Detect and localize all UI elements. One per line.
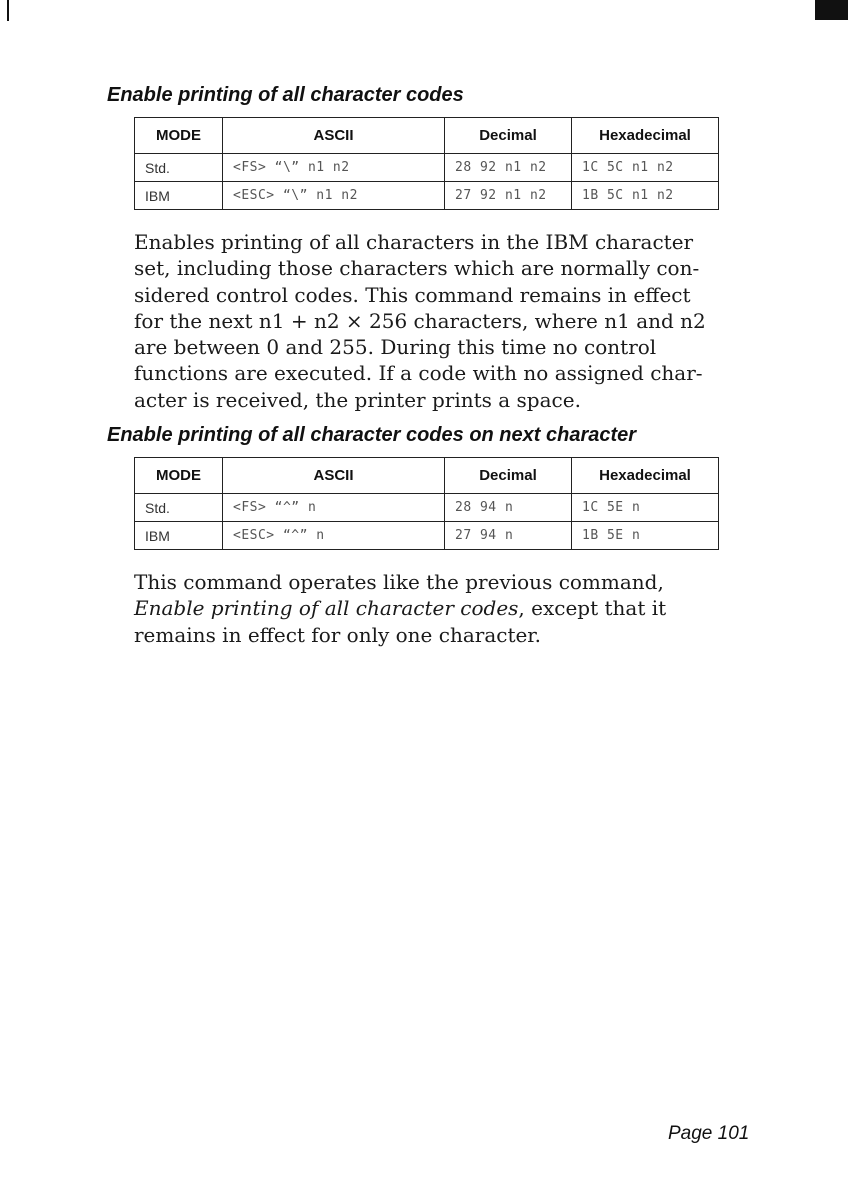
text-line: sidered control codes. This command remains in effect <box>134 282 691 307</box>
command-table-next-char <box>134 457 719 550</box>
command-table-all-codes <box>134 117 719 210</box>
command-reference: Enable printing of all character codes <box>134 596 519 621</box>
cell-hex: 1C 5C n1 n2 <box>572 154 719 182</box>
description-enable-all-codes <box>134 229 744 413</box>
corner-tab-mark <box>815 0 848 20</box>
description-enable-next-char <box>134 569 744 648</box>
cell-mode: IBM <box>135 182 223 210</box>
cell-decimal: 27 94 n <box>445 522 572 550</box>
cell-hex: 1B 5C n1 n2 <box>572 182 719 210</box>
table-header-row <box>135 458 719 494</box>
header-decimal: Decimal <box>445 458 572 494</box>
header-ascii: ASCII <box>223 118 445 154</box>
section-heading-enable-next-char: Enable printing of all character codes on next character <box>107 424 637 446</box>
cell-mode: Std. <box>135 494 223 522</box>
text-line: for the next n1 + n2 × 256 characters, where n1 and n2 <box>134 308 706 333</box>
cell-decimal: 28 94 n <box>445 494 572 522</box>
cell-decimal: 27 92 n1 n2 <box>445 182 572 210</box>
cell-ascii: <FS> “^” n <box>223 494 445 522</box>
cell-ascii: <ESC> “^” n <box>223 522 445 550</box>
scan-edge-mark <box>7 0 9 21</box>
text-line: set, including those characters which are normally con- <box>134 256 700 281</box>
table-header-row <box>135 118 719 154</box>
header-ascii: ASCII <box>223 458 445 494</box>
table-row <box>135 154 719 182</box>
text-line: functions are executed. If a code with no assigned char- <box>134 361 703 386</box>
text-line: Enables printing of all characters in the IBM character <box>134 230 694 254</box>
cell-hex: 1B 5E n <box>572 522 719 550</box>
text-fragment: , except that it <box>518 596 667 621</box>
header-hexadecimal: Hexadecimal <box>572 458 719 494</box>
text-line: are between 0 and 255. During this time no control <box>134 335 657 360</box>
table-row <box>135 522 719 550</box>
cell-hex: 1C 5E n <box>572 494 719 522</box>
text-line: This command operates like the previous command, <box>134 570 664 594</box>
section-heading-enable-all-codes: Enable printing of all character codes <box>107 84 464 106</box>
cell-mode: Std. <box>135 154 223 182</box>
header-mode: MODE <box>135 458 223 494</box>
table-row <box>135 494 719 522</box>
header-hexadecimal: Hexadecimal <box>572 118 719 154</box>
cell-mode: IBM <box>135 522 223 550</box>
header-decimal: Decimal <box>445 118 572 154</box>
table-row <box>135 182 719 210</box>
header-mode: MODE <box>135 118 223 154</box>
cell-decimal: 28 92 n1 n2 <box>445 154 572 182</box>
text-line: remains in effect for only one character. <box>134 622 542 647</box>
text-line <box>134 595 744 621</box>
page-number: Page 101 <box>668 1123 750 1144</box>
cell-ascii: <ESC> “\” n1 n2 <box>223 182 445 210</box>
cell-ascii: <FS> “\” n1 n2 <box>223 154 445 182</box>
text-line: acter is received, the printer prints a space. <box>134 387 581 412</box>
